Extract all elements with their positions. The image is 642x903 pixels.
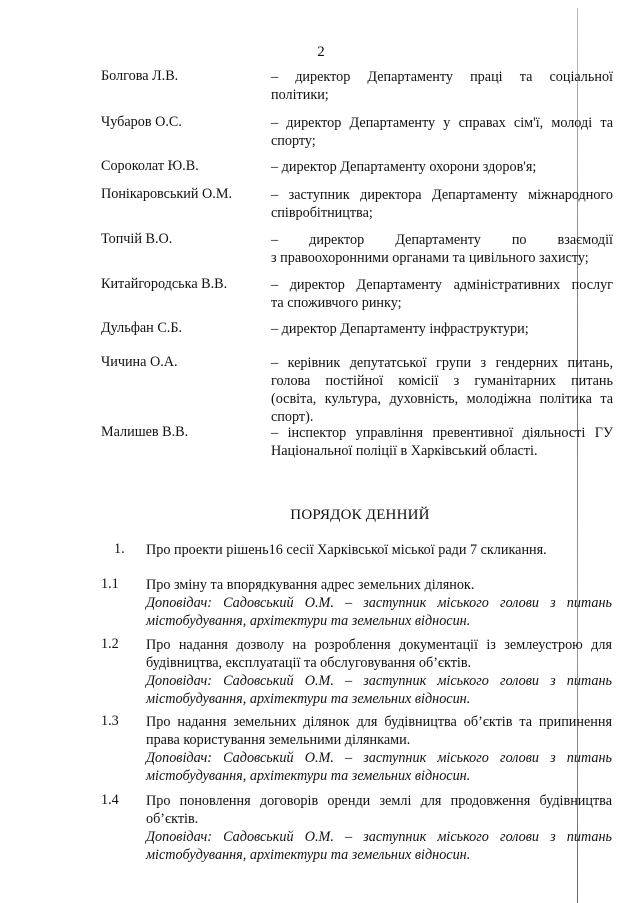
agenda-item-speaker-line: містобудування, архітектури та земельних відносин. (146, 847, 471, 863)
attendee-role-line: голова постійної комісії з гуманітарних питань (271, 373, 613, 389)
agenda-item (146, 792, 612, 864)
attendee-name: Топчій В.О. (101, 231, 173, 247)
agenda-item-number: 1.4 (101, 792, 119, 808)
attendee-role (271, 68, 613, 104)
agenda-item-number: 1. (114, 541, 125, 557)
agenda-item-number: 1.1 (101, 576, 119, 592)
attendee-role-line: спорт). (271, 409, 314, 425)
agenda-item (146, 541, 612, 559)
attendee-role (271, 354, 613, 426)
attendee-name: Сороколат Ю.В. (101, 158, 199, 174)
attendee-role-line: – директор Департаменту по взаємодії (271, 232, 613, 248)
agenda-item-number: 1.3 (101, 713, 119, 729)
attendee-role (271, 231, 613, 267)
agenda-title: ПОРЯДОК ДЕННИЙ (290, 507, 430, 523)
attendee-role-line: – заступник директора Департаменту міжнародного (271, 187, 613, 203)
attendee-name: Понікаровський О.М. (101, 186, 232, 202)
attendee-name: Чубаров О.С. (101, 114, 182, 130)
attendee-role-line: – інспектор управління превентивної діяльності ГУ (271, 425, 613, 441)
attendee-role-line: – директор Департаменту охорони здоров'я; (271, 159, 537, 175)
agenda-item-speaker-line: Доповідач: Садовський О.М. – заступник міського голови з питань (146, 673, 612, 689)
attendee-role-line: політики; (271, 87, 329, 103)
attendee-name: Китайгородська В.В. (101, 276, 228, 292)
attendee-name: Дульфан С.Б. (101, 320, 183, 336)
agenda-item-speaker-line: Доповідач: Садовський О.М. – заступник міського голови з питань (146, 829, 612, 845)
attendee-role-line: спорту; (271, 133, 316, 149)
agenda-item-title-line: будівництва, експлуатації та обслуговування об’єктів. (146, 655, 472, 671)
attendee-role-line: – директор Департаменту адміністративних послуг (271, 277, 613, 293)
agenda-item-title-line: Про зміну та впорядкування адрес земельних ділянок. (146, 577, 475, 593)
agenda-item (146, 576, 612, 630)
agenda-item-title-line: права користування земельними ділянками. (146, 732, 411, 748)
attendee-role-line: з правоохоронними органами та цивільного захисту; (271, 250, 589, 266)
attendee-role-line: – директор Департаменту інфраструктури; (271, 321, 529, 337)
attendee-role-line: Національної поліції в Харківський області. (271, 443, 538, 459)
agenda-item-title-line: Про надання дозволу на розроблення документації із землеустрою для (146, 637, 612, 653)
agenda-item-speaker-line: містобудування, архітектури та земельних відносин. (146, 691, 471, 707)
agenda-item-speaker-line: Доповідач: Садовський О.М. – заступник міського голови з питань (146, 750, 612, 766)
attendee-name: Болгова Л.В. (101, 68, 179, 84)
attendee-name: Чичина О.А. (101, 354, 178, 370)
agenda-item (146, 713, 612, 785)
agenda-item-title-line: Про надання земельних ділянок для будівництва об’єктів та припинення (146, 714, 612, 730)
agenda-item-speaker-line: Доповідач: Садовський О.М. – заступник міського голови з питань (146, 595, 612, 611)
agenda-item (146, 636, 612, 708)
attendee-role (271, 320, 613, 338)
attendee-role-line: (освіта, культура, духовність, молодіжна політика та (271, 391, 613, 407)
attendee-role (271, 186, 613, 222)
agenda-item-title-line: Про поновлення договорів оренди землі для продовження будівництва (146, 793, 612, 809)
agenda-item-speaker-line: містобудування, архітектури та земельних відносин. (146, 613, 471, 629)
agenda-item-title-line: об’єктів. (146, 811, 199, 827)
agenda-item-speaker-line: містобудування, архітектури та земельних відносин. (146, 768, 471, 784)
attendee-role (271, 114, 613, 150)
attendee-role (271, 158, 613, 176)
agenda-item-number: 1.2 (101, 636, 119, 652)
agenda-item-title-line: Про проекти рішень16 сесії Харківської міської ради 7 скликання. (146, 542, 547, 558)
attendee-role-line: та споживчого ринку; (271, 295, 402, 311)
attendee-role-line: – керівник депутатської групи з гендерних питань, (271, 355, 613, 371)
attendee-role-line: – директор Департаменту праці та соціальної (271, 69, 613, 85)
attendee-role (271, 276, 613, 312)
attendee-role (271, 424, 613, 460)
attendee-role-line: – директор Департаменту у справах сім'ї, молоді та (271, 115, 613, 131)
attendee-name: Малишев В.В. (101, 424, 189, 440)
page-number: 2 (317, 44, 325, 60)
attendee-role-line: співробітництва; (271, 205, 373, 221)
